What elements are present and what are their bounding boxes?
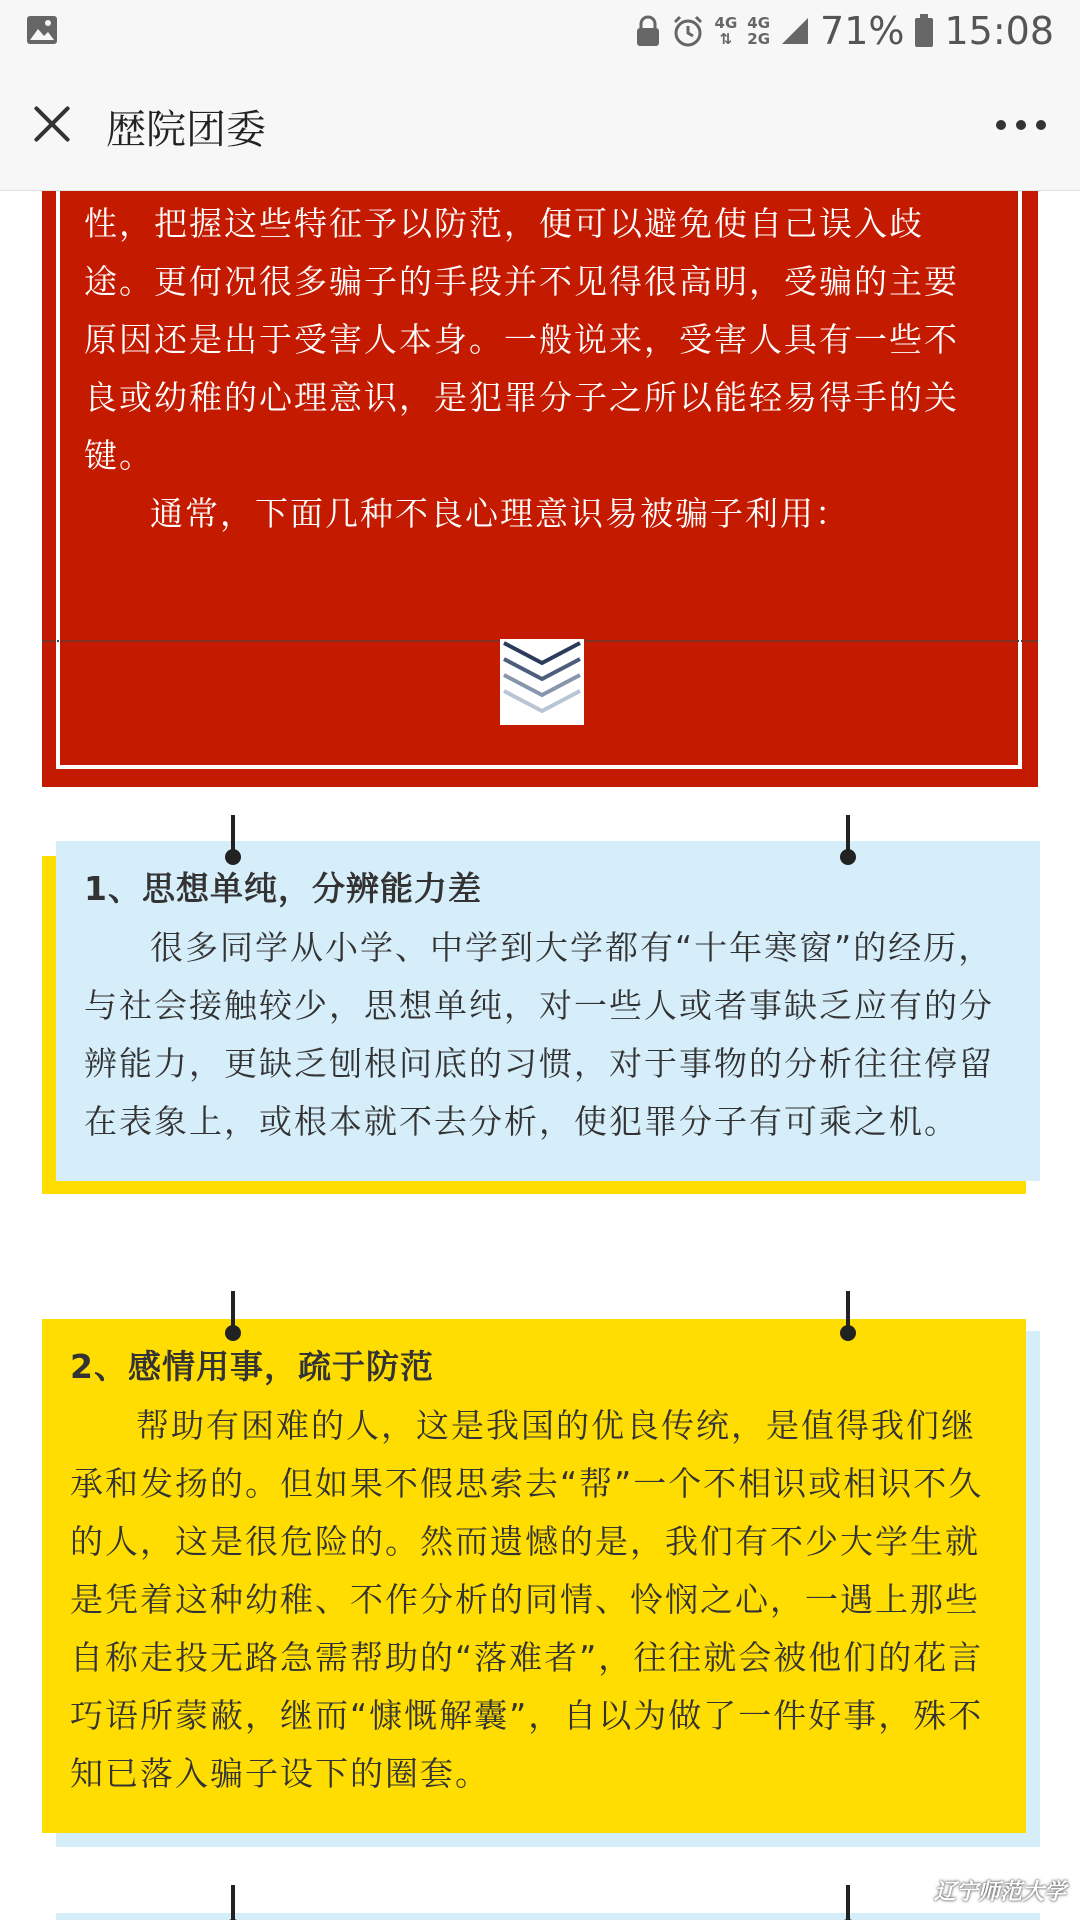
section2-card <box>42 1319 1026 1833</box>
pin-right-3 <box>846 1885 850 1920</box>
section2-body: 帮助有困难的人，这是我国的优良传统，是值得我们继承和发扬的。但如果不假思索去“帮”一个不相识或相识不久的人，这是很危险的。然而遗憾的是，我们有不少大学生就是凭着这种幼稚、不作分析的同情、怜悯之心，一遇上那些自称走投无路急需帮助的“落难者”，往往就会被他们的花言巧语所蒙蔽，继而“慷慨解囊”，自以为做了一件好事，殊不知已落入骗子设下的圈套。 <box>70 1406 984 1793</box>
vpn-lock-icon <box>635 15 661 47</box>
section3-card-top <box>56 1913 1040 1920</box>
section1-title: 1、思想单纯，分辨能力差 <box>84 869 482 908</box>
network-type-2: 4G 2G <box>747 14 771 48</box>
network-type-1: 4G ⇅ <box>714 14 738 48</box>
section1-body: 很多同学从小学、中学到大学都有“十年寒窗”的经历，与社会接触较少，思想单纯，对一些人或者事缺乏应有的分辨能力，更缺乏刨根问底的习惯，对于事物的分析往往停留在表象上，或根本就不去分析，使犯罪分子有可乘之机。 <box>84 928 994 1141</box>
watermark-text: 辽宁师范大学 <box>933 1880 1066 1905</box>
page-title: 歴院团委 <box>106 107 266 153</box>
pin-left-3 <box>231 1885 235 1920</box>
clock-time: 15:08 <box>944 9 1054 53</box>
pin-left-2 <box>231 1291 235 1333</box>
chevron-down-icon <box>500 639 584 725</box>
intro-paragraph: 性，把握这些特征予以防范，便可以避免使自己误入歧途。更何况很多骗子的手段并不见得很高明，受骗的主要原因还是出于受害人本身。一般说来，受害人具有一些不良或幼稚的心理意识，是犯罪分子之所以能轻易得手的关键。 <box>84 204 959 475</box>
more-options-icon[interactable] <box>996 120 1046 130</box>
intro-lead: 通常，下面几种不良心理意识易被骗子利用： <box>150 494 850 533</box>
signal-icon <box>780 16 810 46</box>
pin-right-2 <box>846 1291 850 1333</box>
battery-percent: 71% <box>820 9 905 53</box>
close-icon[interactable] <box>32 104 72 144</box>
battery-icon <box>914 14 934 48</box>
gallery-notification-icon <box>26 15 58 45</box>
section1-card <box>56 841 1040 1181</box>
status-bar <box>0 0 1080 62</box>
app-header <box>0 62 1080 191</box>
pin-right-1 <box>846 815 850 857</box>
section2-title: 2、感情用事，疏于防范 <box>70 1347 434 1386</box>
alarm-icon <box>671 14 705 48</box>
pin-left-1 <box>231 815 235 857</box>
intro-text <box>84 195 984 543</box>
article-content[interactable] <box>0 191 1080 1920</box>
